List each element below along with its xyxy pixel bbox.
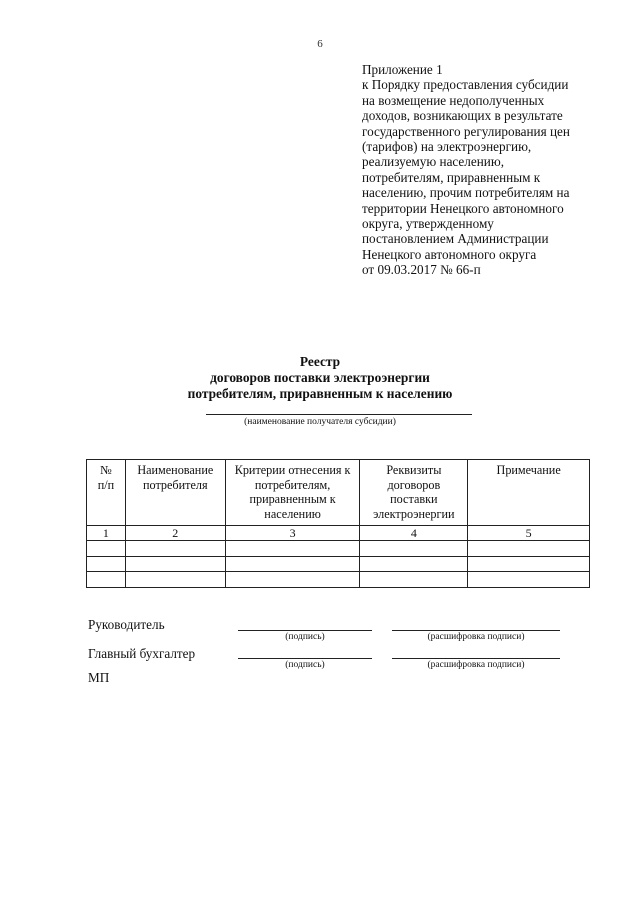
head-signature-line bbox=[238, 630, 372, 631]
recipient-name-line bbox=[206, 414, 472, 415]
head-label: Руководитель bbox=[88, 617, 165, 632]
accountant-label: Главный бухгалтер bbox=[88, 646, 196, 661]
table-cell bbox=[225, 541, 360, 557]
table-row bbox=[87, 541, 590, 557]
table-cell bbox=[87, 556, 126, 572]
appendix-line: округа, утвержденному bbox=[362, 216, 494, 232]
table-cell bbox=[225, 556, 360, 572]
appendix-line: доходов, возникающих в результате bbox=[362, 108, 563, 124]
column-header: Критерии отнесения к потребителям, приравненным к населению bbox=[225, 460, 360, 526]
column-header: Реквизиты договоров поставки электроэнергии bbox=[360, 460, 468, 526]
column-header: № п/п bbox=[87, 460, 126, 526]
column-number: 4 bbox=[360, 526, 468, 541]
table-cell bbox=[87, 572, 126, 588]
appendix-line: государственного регулирования цен bbox=[362, 123, 570, 139]
document-title bbox=[0, 354, 640, 402]
table-cell bbox=[360, 572, 468, 588]
appendix-line: реализуемую населению, bbox=[362, 154, 504, 170]
column-header: Примечание bbox=[468, 460, 590, 526]
table-cell bbox=[468, 541, 590, 557]
table-cell bbox=[125, 541, 225, 557]
table-row bbox=[87, 572, 590, 588]
table-cell bbox=[360, 541, 468, 557]
table-row bbox=[87, 556, 590, 572]
appendix-line: потребителям, приравненным к bbox=[362, 169, 541, 185]
appendix-line: от 09.03.2017 № 66-п bbox=[362, 262, 481, 278]
appendix-line: Приложение 1 bbox=[362, 62, 443, 77]
decode-caption: (расшифровка подписи) bbox=[427, 660, 525, 670]
appendix-line: (тарифов) на электроэнергию, bbox=[362, 139, 532, 155]
appendix-block bbox=[362, 62, 622, 278]
appendix-line: на возмещение недополученных bbox=[362, 92, 545, 108]
recipient-caption: (наименование получателя субсидии) bbox=[244, 417, 396, 427]
decode-caption: (расшифровка подписи) bbox=[427, 632, 525, 642]
table-cell bbox=[360, 556, 468, 572]
table-cell bbox=[468, 572, 590, 588]
appendix-line: постановлением Администрации bbox=[362, 231, 549, 247]
table-header-row bbox=[87, 460, 590, 526]
registry-table bbox=[86, 459, 590, 588]
column-number: 5 bbox=[468, 526, 590, 541]
head-decode-line bbox=[392, 630, 560, 631]
signature-caption: (подпись) bbox=[285, 632, 325, 642]
appendix-line: к Порядку предоставления субсидии bbox=[362, 77, 569, 93]
accountant-signature-line bbox=[238, 658, 372, 659]
column-number-row bbox=[87, 526, 590, 541]
column-number: 1 bbox=[87, 526, 126, 541]
page-number: 6 bbox=[317, 38, 323, 50]
signature-caption: (подпись) bbox=[285, 660, 325, 670]
title-line: договоров поставки электроэнергии bbox=[210, 370, 430, 385]
table-cell bbox=[468, 556, 590, 572]
stamp-label: МП bbox=[88, 670, 110, 685]
accountant-decode-line bbox=[392, 658, 560, 659]
title-line: Реестр bbox=[299, 354, 341, 369]
appendix-line: Ненецкого автономного округа bbox=[362, 246, 537, 262]
appendix-line: населению, прочим потребителям на bbox=[362, 185, 570, 201]
appendix-line: территории Ненецкого автономного bbox=[362, 200, 564, 216]
column-header: Наименование потребителя bbox=[125, 460, 225, 526]
table-cell bbox=[125, 556, 225, 572]
column-number: 2 bbox=[125, 526, 225, 541]
table-cell bbox=[225, 572, 360, 588]
title-line: потребителям, приравненным к населению bbox=[187, 386, 453, 401]
table-cell bbox=[87, 541, 126, 557]
table-cell bbox=[125, 572, 225, 588]
column-number: 3 bbox=[225, 526, 360, 541]
